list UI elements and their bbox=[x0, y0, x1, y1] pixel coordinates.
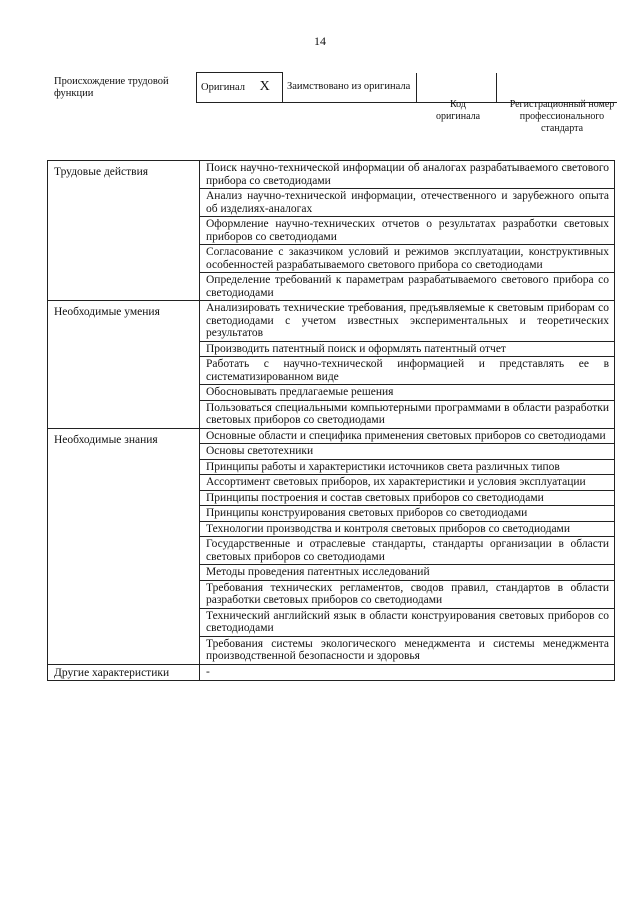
origin-label: Происхождение трудовой функции bbox=[54, 76, 169, 99]
section-item: Оформление научно-технических отчетов о результатах разработки световых приборов со светодиодами bbox=[200, 217, 615, 245]
section-item: Работать с научно-технической информацией и представлять ее в систематизированном виде bbox=[200, 357, 615, 385]
section-item: Технический английский язык в области конструирования световых приборов со светодиодами bbox=[200, 608, 615, 636]
section-item: Обосновывать предлагаемые решения bbox=[200, 385, 615, 401]
borrowed-label: Заимствовано из оригинала bbox=[287, 81, 411, 93]
section-item: Основные области и специфика применения световых приборов со светодиодами bbox=[200, 428, 615, 444]
reg-number-cell bbox=[497, 73, 617, 103]
section-item: Государственные и отраслевые стандарты, стандарты организации в области световых приборов со светодиодами bbox=[200, 537, 615, 565]
section-item: Производить патентный поиск и оформлять патентный отчет bbox=[200, 341, 615, 357]
table-row bbox=[48, 161, 615, 189]
section-item: Принципы конструирования световых приборов со светодиодами bbox=[200, 506, 615, 522]
section-item: Согласование с заказчиком условий и режимов эксплуатации, конструктивных особенностей разрабатываемого светового прибора со светодиодами bbox=[200, 245, 615, 273]
section-item: Принципы работы и характеристики источников света различных типов bbox=[200, 459, 615, 475]
section-title: Трудовые действия bbox=[48, 161, 200, 301]
section-item: Технологии производства и контроля световых приборов со светодиодами bbox=[200, 521, 615, 537]
original-mark: X bbox=[259, 79, 270, 94]
section-item: Пользоваться специальными компьютерными программами в области разработки световых приборов со светодиодами bbox=[200, 400, 615, 428]
section-item: Принципы построения и состав световых приборов со светодиодами bbox=[200, 490, 615, 506]
labor-function-table bbox=[47, 160, 615, 681]
section-item: Поиск научно-технической информации об аналогах разрабатываемого светового прибора со светодиодами bbox=[200, 161, 615, 189]
code-cell bbox=[417, 73, 497, 103]
section-item: Основы светотехники bbox=[200, 444, 615, 460]
section-item: Требования технических регламентов, сводов правил, стандартов в области разработки световых приборов со светодиодами bbox=[200, 580, 615, 608]
borrowed-cell bbox=[283, 73, 417, 103]
section-item: Определение требований к параметрам разрабатываемого светового прибора со светодиодами bbox=[200, 273, 615, 301]
section-item: Анализировать технические требования, предъявляемые к световым приборам со светодиодами с учетом известных экспериментальных и теоретических результатов bbox=[200, 301, 615, 342]
section-title: Другие характеристики bbox=[48, 664, 200, 681]
section-item: Ассортимент световых приборов, их характеристики и условия эксплуатации bbox=[200, 475, 615, 491]
section-item: Методы проведения патентных исследований bbox=[200, 565, 615, 581]
table-row bbox=[48, 664, 615, 681]
section-title: Необходимые умения bbox=[48, 301, 200, 429]
reg-number-label: Регистрационный номер профессионального стандарта bbox=[509, 99, 615, 134]
code-label: Код оригинала bbox=[435, 99, 481, 122]
section-item: - bbox=[200, 664, 615, 681]
table-row bbox=[48, 428, 615, 444]
table-row bbox=[48, 301, 615, 342]
original-label: Оригинал bbox=[201, 82, 245, 93]
section-title: Необходимые знания bbox=[48, 428, 200, 664]
section-item: Анализ научно-технической информации, отечественного и зарубежного опыта об изделиях-аналогах bbox=[200, 189, 615, 217]
page-number: 14 bbox=[314, 34, 326, 48]
original-cell bbox=[197, 73, 283, 103]
section-item: Требования системы экологического менеджмента и системы менеджмента производственной безопасности и здоровья bbox=[200, 636, 615, 664]
